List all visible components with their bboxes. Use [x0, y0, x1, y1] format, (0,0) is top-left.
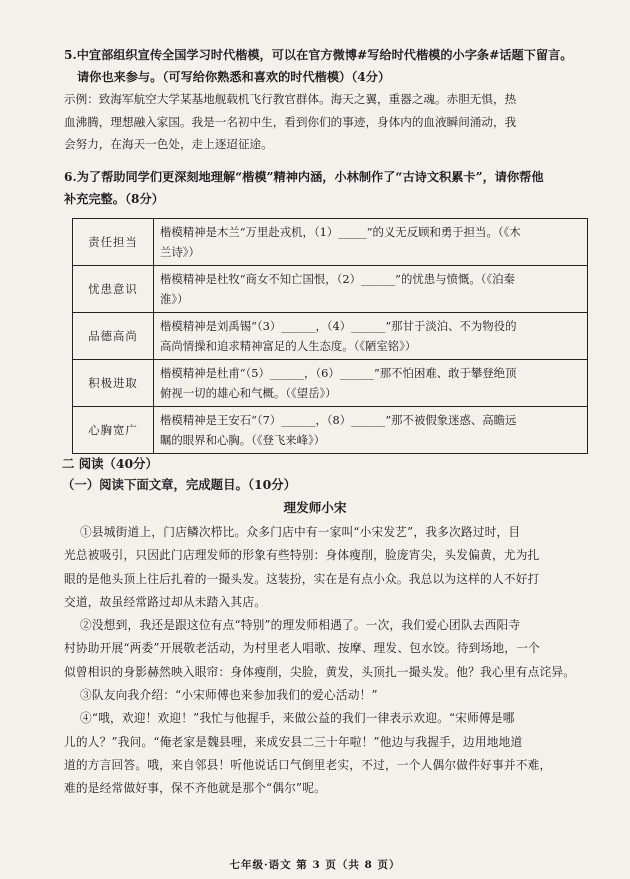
card-content [154, 266, 588, 313]
card-content [154, 219, 588, 266]
article-line: ③队友向我介绍：“小宋师傅也来参加我们的爱心活动！” [80, 688, 378, 703]
question-5 [64, 44, 592, 156]
article-line: 似曾相识的身影赫然映入眼帘：身体瘦削，尖脸，黄发，头顶扎一撮头发。他？我心里有点诧异。 [64, 664, 576, 679]
article-body [64, 521, 588, 801]
article-line: 眼的是他头顶上往后扎着的一撮头发。这装扮，实在是有点小众。我总以为这样的人不好打 [64, 571, 540, 586]
q6-line-2: 补充完整。（8分） [64, 192, 164, 206]
part-heading: （一）阅读下面文章，完成题目。（10分） [62, 477, 297, 492]
card-category: 品德高尚 [73, 313, 154, 360]
card-row [73, 219, 588, 266]
card-line: 淮》） [160, 292, 189, 306]
card-row [73, 266, 588, 313]
q5-example-line: 会努力，在海天一色处，走上逐迢征途。 [64, 137, 273, 151]
q5-example-line: 示例：致海军航空大学某基地舰载机飞行教官群体。海天之翼，重器之魂。赤胆无惧，热 [64, 92, 517, 106]
article-line: 光总被吸引，只因此门店理发师的形象有些特别：身体瘦削，脸庞宵尖，头发偏黄，尤为扎 [64, 548, 540, 563]
article-line: 难的是经常做好事，保不齐他就是那个“偶尔”呢。 [64, 781, 326, 796]
article-line: ④“哦，欢迎！欢迎！”我忙与他握手，来做公益的我们一律表示欢迎。“宋师傅是哪 [80, 711, 515, 726]
page-footer: 七年级·语文 第 3 页（共 8 页） [229, 859, 401, 871]
article-line: 交道，故虽经常路过却从未踏入其店。 [64, 594, 267, 609]
card-row [73, 360, 588, 407]
card-category: 积极进取 [73, 360, 154, 407]
q5-example [64, 88, 592, 156]
card-line: 楷模精神是木兰“万里赴戎机，（1）_____”的义无反顾和勇于担当。（《木 [160, 225, 521, 239]
q5-line-1: 5.中宜部组织宣传全国学习时代楷模，可以在官方微博#写给时代楷模的小字条#话题下留言。 [64, 48, 573, 62]
q5-example-line: 血沸腾，理想融入家国。我是一名初中生，看到你们的事迹，身体内的血液瞬间涌动，我 [64, 114, 517, 129]
article-line: 村协助开展“两委”开展敬老活动，为村里老人唱歌、按摩、理发、包水饺。待到场地，一个 [64, 641, 540, 656]
question-6 [64, 166, 592, 210]
q6-line-1: 6.为了帮助同学们更深刻地理解“楷模”精神内涵，小林制作了“古诗文积累卡”，请你帮他 [64, 170, 544, 184]
card-line: 楷模精神是刘禹锡“（3）______，（4）______”那甘于淡泊、不为物役的 [160, 319, 517, 333]
card-category: 心胸宽广 [73, 407, 154, 454]
article-title: 理发师小宋 [283, 500, 347, 515]
card-line: 高尚情操和追求精神富足的人生态度。（《陋室铭》） [160, 339, 417, 353]
card-line: 楷模精神是杜甫“（5）______，（6）______”那不怕困难、敢于攀登绝顶 [160, 366, 517, 380]
article-line: ①县城街道上，门店鳞次栉比。众多门店中有一家叫“小宋发艺”，我多次路过时，目 [80, 525, 521, 539]
q5-line-2: 请你也来参与。（可写给你熟悉和喜欢的时代楷模）（4分） [77, 70, 391, 84]
section-heading: 二 阅读（40分） [62, 456, 158, 471]
card-category: 忧患意识 [73, 266, 154, 313]
card-line: 楷模精神是杜牧“商女不知亡国恨，（2）______”的忧患与愤慨。（《泊秦 [160, 272, 515, 286]
card-line: 楷模精神是王安石“（7）______，（8）______”那不被假象迷惑、高瞻远 [160, 413, 517, 427]
card-content [154, 407, 588, 454]
card-content [154, 360, 588, 407]
card-line: 兰诗》） [160, 245, 200, 259]
card-category: 责任担当 [73, 219, 154, 266]
card-row [73, 407, 588, 454]
article-line: ②没想到，我还是跟这位有点“特别”的理发师相遇了。一次，我们爱心团队去西阳寺 [80, 618, 521, 633]
article-line: 儿的人？”我问。“俺老家是魏县哩，来成安县二三十年啦！”他边与我握手，边用地地道 [64, 734, 523, 749]
article-line: 道的方言回答。哦，来自邻县！听他说话口气倒里老实，不过，一个人偶尔做件好事并不难， [64, 757, 552, 772]
card-content [154, 313, 588, 360]
card-row [73, 313, 588, 360]
card-line: 俯视一切的雄心和气概。（《望岳》） [160, 386, 337, 400]
poetry-accumulation-card [72, 218, 588, 454]
card-line: 瞩的眼界和心胸。（《登飞来峰》） [160, 433, 326, 447]
